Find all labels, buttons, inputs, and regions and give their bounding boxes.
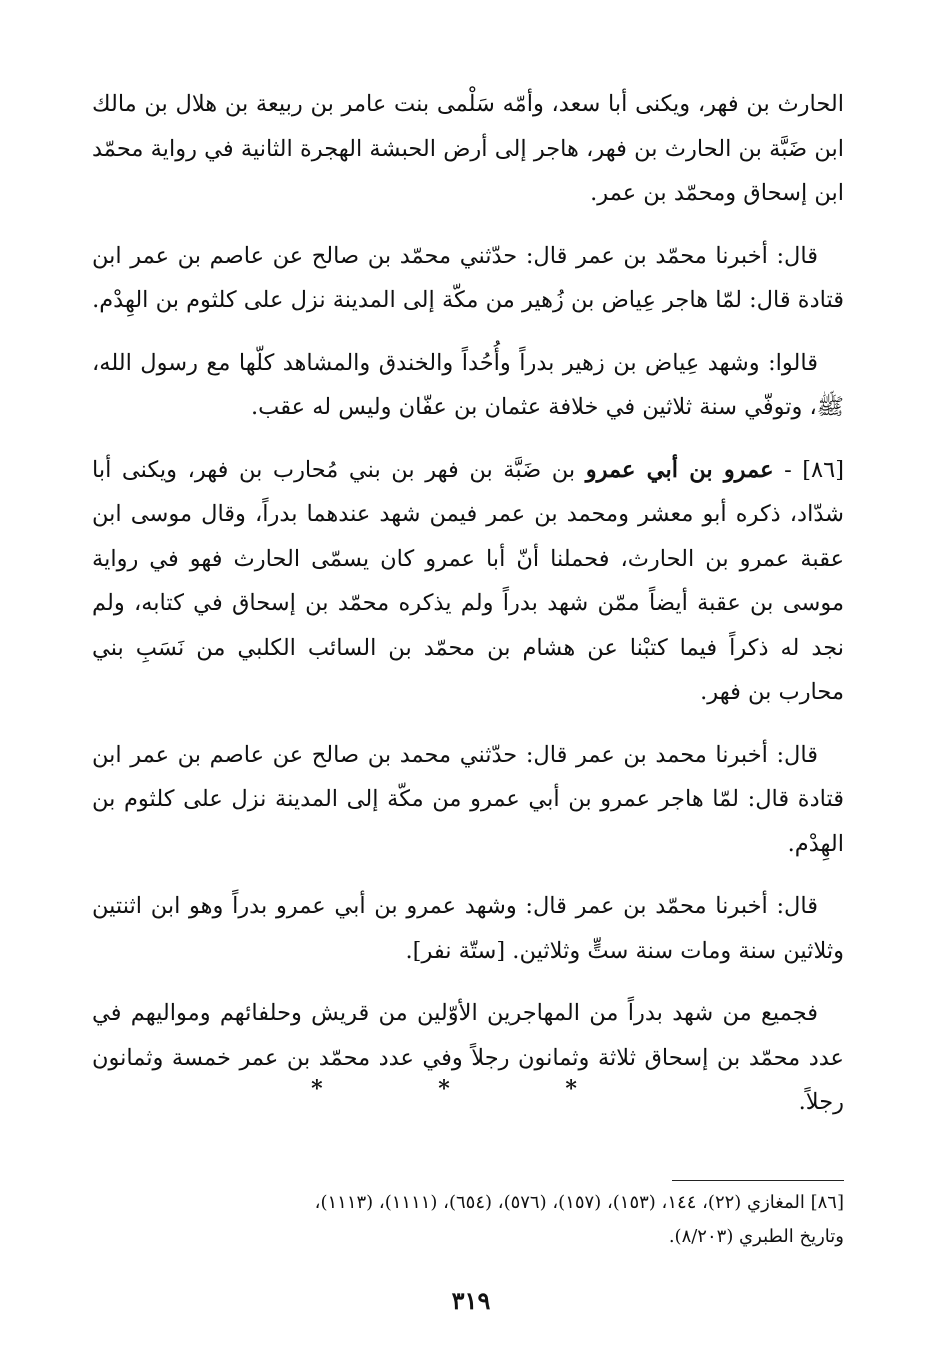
entry-86-paragraph (92, 448, 844, 715)
entry-text: بن ضَبَّة بن فهر بن بني مُحارب بن فهر، ويكنى أبا شدّاد، ذكره أبو معشر ومحمد بن عمر فيمن شهد عندهما بدراً، وقال موسى ابن عقبة عمرو بن الحارث، فحملنا أنّ أبا عمرو كان يسمّى الحارث فهو في رواية موسى بن عقبة أيضاً ممّن شهد بدراً ولم يذكره محمّد بن إسحاق في كتابه، ولم نجد له ذكراً فيما كتبْنا عن هشام بن محمّد بن السائب الكلبي من نَسَبِ بني محارب بن فهر. (92, 456, 844, 705)
paragraph-1: الحارث بن فهر، ويكنى أبا سعد، وأمّه سَلْمى بنت عامر بن ربيعة بن هلال بن مالك ابن ضَبَّة بن الحارث بن فهر، هاجر إلى أرض الحبشة الهجرة الثانية في رواية محمّد ابن إسحاق ومحمّد بن عمر. (92, 91, 844, 206)
paragraph-5: قال: أخبرنا محمد بن عمر قال: حدّثني محمد بن صالح عن عاصم بن عمر ابن قتادة قال: لمّا هاجر عمرو بن أبي عمرو من مكّة إلى المدينة نزل على كلثوم بن الهِدْم. (92, 741, 844, 857)
main-text (92, 82, 844, 1125)
footnote-line-1: [٨٦] المغازي (٢٢)، ١٤٤، (١٥٣)، (١٥٧)، (٥٧٦)، (٦٥٤)، (١١١١)، (١١١٣)، (314, 1192, 844, 1213)
footnote-rule (672, 1180, 844, 1181)
entry-number: [٨٦] - (773, 456, 844, 483)
entry-name: عمرو بن أبي عمرو (585, 456, 774, 483)
paragraph-6: قال: أخبرنا محمّد بن عمر قال: وشهد عمرو بن أبي عمرو بدراً وهو ابن اثنتين وثلاثين سنة ومات سنة ستٍّ وثلاثين. [ستّة نفر]. (92, 893, 844, 964)
paragraph-7: فجميع من شهد بدراً من المهاجرين الأوّلين من قريش وحلفائهم ومواليهم في عدد محمّد بن إسحاق ثلاثة وثمانون رجلاً وفي عدد محمّد بن عمر خمسة وثمانون رجلاً. (92, 1000, 844, 1115)
section-separator: * * * (311, 1076, 631, 1102)
footnote-line-2: وتاريخ الطبري (٨/٢٠٣). (668, 1226, 844, 1247)
page-number: ٣١٩ (451, 1286, 491, 1315)
paragraph-3: قالوا: وشهد عِياض بن زهير بدراً وأُحُداً والخندق والمشاهد كلّها مع رسول الله، ﷺ، وتوفّي سنة ثلاثين في خلافة عثمان بن عفّان وليس له عقب. (92, 349, 844, 420)
paragraph-2: قال: أخبرنا محمّد بن عمر قال: حدّثني محمّد بن صالح عن عاصم بن عمر ابن قتادة قال: لمّا هاجر عِياض بن زُهير من مكّة إلى المدينة نزل على كلثوم بن الهِدْم. (92, 242, 844, 313)
footnote (92, 1186, 844, 1254)
